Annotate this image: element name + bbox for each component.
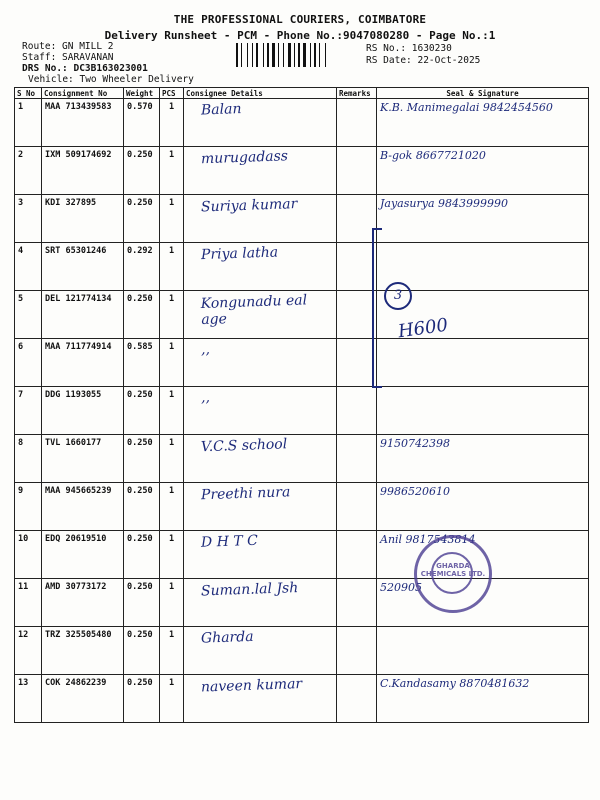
page-title: THE PROFESSIONAL COURIERS, COIMBATORE <box>173 13 427 26</box>
barcode-bar <box>310 43 311 67</box>
row-consignee <box>184 387 337 435</box>
row-remarks <box>337 483 377 531</box>
signature-handwriting: 520905 <box>380 581 422 594</box>
consignee-handwriting: D H T C <box>200 532 259 551</box>
col-signature: Seal & Signature <box>377 88 589 99</box>
barcode-bar <box>327 43 329 67</box>
consignee-handwriting: Preethi nura <box>200 484 291 504</box>
circled-number: 3 <box>384 282 412 310</box>
row-consignee <box>184 147 337 195</box>
col-consignment: Consignment No <box>42 88 124 99</box>
barcode-bar <box>294 43 295 67</box>
barcode-bar <box>314 43 316 67</box>
consignee-handwriting: Priya latha <box>200 244 279 264</box>
row-pcs: 1 <box>160 291 184 339</box>
consignee-handwriting: ,, <box>200 341 211 358</box>
runsheet-table <box>14 87 589 723</box>
row-sno: 10 <box>15 531 42 579</box>
barcode-bar <box>236 43 238 67</box>
table-row <box>15 387 589 435</box>
row-weight: 0.250 <box>124 291 160 339</box>
route-label: Route: GN MILL 2 <box>22 41 114 52</box>
row-sno: 2 <box>15 147 42 195</box>
row-consignee <box>184 195 337 243</box>
row-consignment-no: MAA 711774914 <box>42 339 124 387</box>
row-pcs: 1 <box>160 99 184 147</box>
row-consignment-no: COK 24862239 <box>42 675 124 723</box>
barcode-bar <box>321 43 324 67</box>
consignee-handwriting: Suman.lal Jsh <box>200 580 299 600</box>
row-consignment-no: SRT 65301246 <box>42 243 124 291</box>
row-consignee <box>184 339 337 387</box>
row-weight: 0.585 <box>124 339 160 387</box>
row-signature <box>377 195 589 243</box>
rs-number: RS No.: 1630230 <box>366 43 452 54</box>
row-consignment-no: EDQ 20619510 <box>42 531 124 579</box>
barcode-bar <box>292 43 293 67</box>
row-weight: 0.292 <box>124 243 160 291</box>
row-remarks <box>337 243 377 291</box>
row-sno: 12 <box>15 627 42 675</box>
barcode-bar <box>298 43 300 67</box>
barcode-bar <box>252 43 253 67</box>
row-consignment-no: MAA 945665239 <box>42 483 124 531</box>
consignee-handwriting: Suriya kumar <box>200 196 298 216</box>
row-consignment-no: MAA 713439583 <box>42 99 124 147</box>
company-seal-stamp <box>414 535 492 613</box>
signature-handwriting: C.Kandasamy 8870481632 <box>380 677 530 690</box>
table-row <box>15 435 589 483</box>
barcode-bar <box>270 43 271 67</box>
row-consignment-no: IXM 509174692 <box>42 147 124 195</box>
row-pcs: 1 <box>160 339 184 387</box>
consignee-handwriting: V.C.S school <box>200 436 288 456</box>
table-row <box>15 531 589 579</box>
row-signature <box>377 243 589 291</box>
row-weight: 0.250 <box>124 675 160 723</box>
row-weight: 0.250 <box>124 435 160 483</box>
row-remarks <box>337 387 377 435</box>
consignee-handwriting: naveen kumar <box>200 675 303 696</box>
row-consignee <box>184 435 337 483</box>
row-sno: 9 <box>15 483 42 531</box>
barcode-bar <box>249 43 251 67</box>
barcode-bar <box>276 43 277 67</box>
col-consignee: Consignee Details <box>184 88 337 99</box>
barcode-bar <box>254 43 255 67</box>
bracket-mark-bottom <box>372 386 382 388</box>
table-row <box>15 195 589 243</box>
row-sno: 4 <box>15 243 42 291</box>
row-weight: 0.250 <box>124 627 160 675</box>
row-consignee <box>184 675 337 723</box>
row-pcs: 1 <box>160 675 184 723</box>
row-pcs: 1 <box>160 435 184 483</box>
row-weight: 0.250 <box>124 195 160 243</box>
signature-handwriting: K.B. Manimegalai 9842454560 <box>380 101 553 114</box>
row-consignment-no: DDG 1193055 <box>42 387 124 435</box>
row-remarks <box>337 435 377 483</box>
row-remarks <box>337 147 377 195</box>
row-weight: 0.250 <box>124 483 160 531</box>
row-signature <box>377 147 589 195</box>
row-consignment-no: KDI 327895 <box>42 195 124 243</box>
signature-handwriting: 9986520610 <box>380 485 450 498</box>
row-pcs: 1 <box>160 531 184 579</box>
table-row <box>15 627 589 675</box>
consignee-handwriting: Kongunadu eal age <box>200 292 308 329</box>
row-consignee <box>184 579 337 627</box>
table-row <box>15 243 589 291</box>
barcode-bar <box>241 43 242 67</box>
row-consignee <box>184 483 337 531</box>
row-pcs: 1 <box>160 243 184 291</box>
barcode-bar <box>296 43 297 67</box>
row-pcs: 1 <box>160 147 184 195</box>
row-consignee <box>184 291 337 339</box>
row-remarks <box>337 675 377 723</box>
row-sno: 7 <box>15 387 42 435</box>
row-pcs: 1 <box>160 387 184 435</box>
table-row <box>15 291 589 339</box>
row-remarks <box>337 531 377 579</box>
row-remarks <box>337 99 377 147</box>
barcode-bar <box>288 43 291 67</box>
barcode-bar <box>303 43 306 67</box>
barcode-bar <box>247 43 248 67</box>
row-consignment-no: TRZ 325505480 <box>42 627 124 675</box>
row-signature <box>377 387 589 435</box>
barcode <box>236 43 360 67</box>
row-pcs: 1 <box>160 579 184 627</box>
table-row <box>15 99 589 147</box>
row-signature <box>377 483 589 531</box>
col-pcs: PCS <box>160 88 184 99</box>
row-pcs: 1 <box>160 195 184 243</box>
row-signature <box>377 339 589 387</box>
row-consignment-no: AMD 30773172 <box>42 579 124 627</box>
table-row <box>15 675 589 723</box>
row-sno: 11 <box>15 579 42 627</box>
barcode-bar <box>272 43 275 67</box>
barcode-bar <box>278 43 279 67</box>
barcode-bar <box>312 43 313 67</box>
barcode-bar <box>263 43 264 67</box>
row-sno: 3 <box>15 195 42 243</box>
col-weight: Weight <box>124 88 160 99</box>
barcode-bar <box>285 43 287 67</box>
row-consignee <box>184 531 337 579</box>
row-signature <box>377 675 589 723</box>
vehicle-label: Vehicle: Two Wheeler Delivery <box>28 74 194 85</box>
signature-handwriting: Jayasurya 9843999990 <box>380 197 508 210</box>
barcode-bar <box>243 43 246 67</box>
row-weight: 0.250 <box>124 387 160 435</box>
consignee-handwriting: murugadass <box>200 148 289 168</box>
row-consignment-no: TVL 1660177 <box>42 435 124 483</box>
row-consignee <box>184 243 337 291</box>
barcode-bar <box>256 43 258 67</box>
row-weight: 0.250 <box>124 579 160 627</box>
signature-handwriting: Anil 9817543814 <box>380 533 476 546</box>
row-sno: 13 <box>15 675 42 723</box>
row-pcs: 1 <box>160 483 184 531</box>
row-weight: 0.250 <box>124 531 160 579</box>
table-row <box>15 579 589 627</box>
barcode-bar <box>267 43 269 67</box>
row-sno: 1 <box>15 99 42 147</box>
row-signature <box>377 627 589 675</box>
table-header-row <box>15 88 589 99</box>
barcode-bar <box>283 43 284 67</box>
row-sno: 5 <box>15 291 42 339</box>
barcode-bar <box>317 43 318 67</box>
seal-text: GHARDA CHEMICALS LTD. <box>420 562 486 578</box>
row-remarks <box>337 579 377 627</box>
row-remarks <box>337 627 377 675</box>
signature-handwriting: 9150742398 <box>380 437 450 450</box>
col-sno: S No <box>15 88 42 99</box>
row-remarks <box>337 291 377 339</box>
row-weight: 0.570 <box>124 99 160 147</box>
row-sno: 8 <box>15 435 42 483</box>
barcode-bar <box>319 43 320 67</box>
consignee-handwriting: Balan <box>200 101 242 119</box>
drs-label: DRS No.: DC3B163023001 <box>22 63 148 74</box>
row-remarks <box>337 195 377 243</box>
table-row <box>15 339 589 387</box>
barcode-bar <box>325 43 326 67</box>
barcode-bar <box>259 43 262 67</box>
row-consignment-no: DEL 121774134 <box>42 291 124 339</box>
consignee-handwriting: ,, <box>200 389 211 406</box>
barcode-bar <box>239 43 240 67</box>
consignee-handwriting: Gharda <box>200 628 254 647</box>
barcode-bar <box>280 43 282 67</box>
signature-handwriting: B-gok 8667721020 <box>380 149 486 162</box>
table-row <box>15 147 589 195</box>
barcode-bar <box>265 43 266 67</box>
table-row <box>15 483 589 531</box>
row-weight: 0.250 <box>124 147 160 195</box>
bracket-mark-top <box>372 228 382 230</box>
row-pcs: 1 <box>160 627 184 675</box>
barcode-bar <box>301 43 302 67</box>
row-remarks <box>337 339 377 387</box>
row-signature <box>377 435 589 483</box>
row-signature <box>377 99 589 147</box>
page-subtitle: Delivery Runsheet - PCM - Phone No.:9047080280 - Page No.:1 <box>104 29 496 42</box>
bracket-mark <box>372 228 374 388</box>
row-consignee <box>184 627 337 675</box>
barcode-bar <box>307 43 309 67</box>
row-consignee <box>184 99 337 147</box>
staff-label: Staff: SARAVANAN <box>22 52 114 63</box>
col-remarks: Remarks <box>337 88 377 99</box>
row-sno: 6 <box>15 339 42 387</box>
rs-date: RS Date: 22-Oct-2025 <box>366 55 481 66</box>
handwritten-note: H600 <box>396 314 450 343</box>
